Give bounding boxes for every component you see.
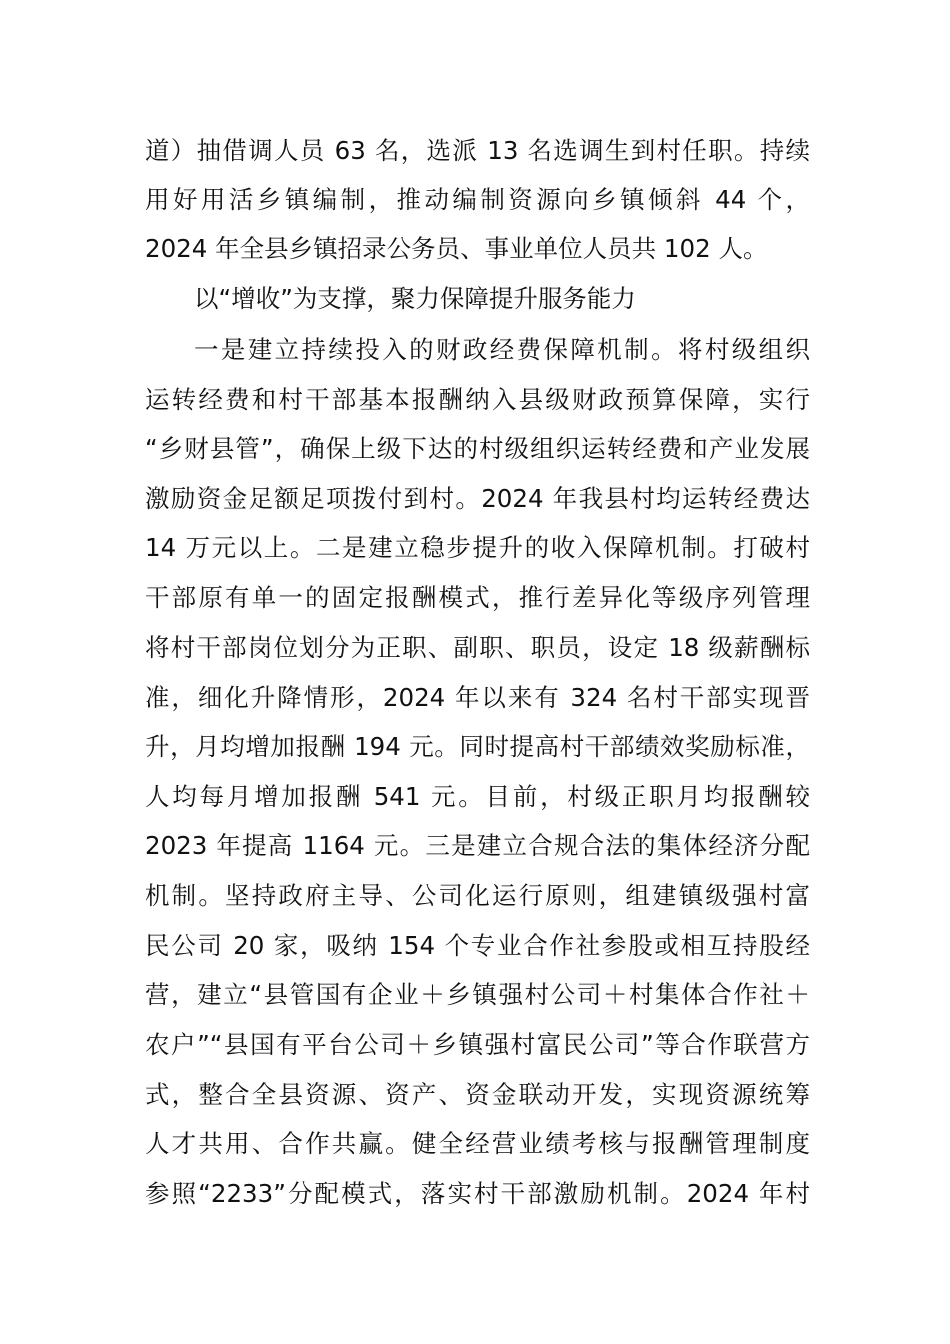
text-line-8: 激励资金足额足项拨付到村。2024 年我县村均运转经费达 [145, 484, 810, 513]
text-line-2: 用好用活乡镇编制，推动编制资源向乡镇倾斜 44 个， [145, 185, 810, 214]
text-line-6: 运转经费和村干部基本报酬纳入县级财政预算保障，实行 [145, 385, 810, 414]
text-line-19: 农户”“县国有平台公司＋乡镇强村富民公司”等合作联营方 [145, 1030, 810, 1059]
text-line-1: 道）抽借调人员 63 名，选派 13 名选调生到村任职。持续 [145, 136, 810, 165]
text-line-9: 14 万元以上。二是建立稳步提升的收入保障机制。打破村 [145, 533, 810, 562]
text-line-17: 民公司 20 家，吸纳 154 个专业合作社参股或相互持股经 [145, 931, 810, 960]
text-line-12: 准，细化升降情形，2024 年以来有 324 名村干部实现晋 [145, 683, 810, 712]
text-line-22: 参照“2233”分配模式，落实村干部激励机制。2024 年村 [145, 1179, 810, 1208]
text-line-14: 人均每月增加报酬 541 元。目前，村级正职月均报酬较 [145, 782, 810, 811]
text-line-7: “乡财县管”，确保上级下达的村级组织运转经费和产业发展 [145, 434, 810, 463]
text-line-16: 机制。坚持政府主导、公司化运行原则，组建镇级强村富 [145, 881, 810, 910]
text-line-3: 2024 年全县乡镇招录公务员、事业单位人员共 102 人。 [145, 234, 768, 263]
text-line-10: 干部原有单一的固定报酬模式，推行差异化等级序列管理 [145, 583, 810, 612]
section-heading: 以“增收”为支撑，聚力保障提升服务能力 [194, 284, 636, 313]
text-line-18: 营，建立“县管国有企业＋乡镇强村公司＋村集体合作社＋ [145, 980, 810, 1009]
text-line-20: 式，整合全县资源、资产、资金联动开发，实现资源统筹 [145, 1080, 810, 1109]
text-line-5: 一是建立持续投入的财政经费保障机制。将村级组织 [194, 335, 810, 364]
text-line-21: 人才共用、合作共赢。健全经营业绩考核与报酬管理制度 [145, 1129, 810, 1158]
text-line-15: 2023 年提高 1164 元。三是建立合规合法的集体经济分配 [145, 831, 810, 860]
text-line-13: 升，月均增加报酬 194 元。同时提高村干部绩效奖励标准， [145, 732, 810, 761]
text-line-11: 将村干部岗位划分为正职、副职、职员，设定 18 级薪酬标 [145, 633, 810, 662]
